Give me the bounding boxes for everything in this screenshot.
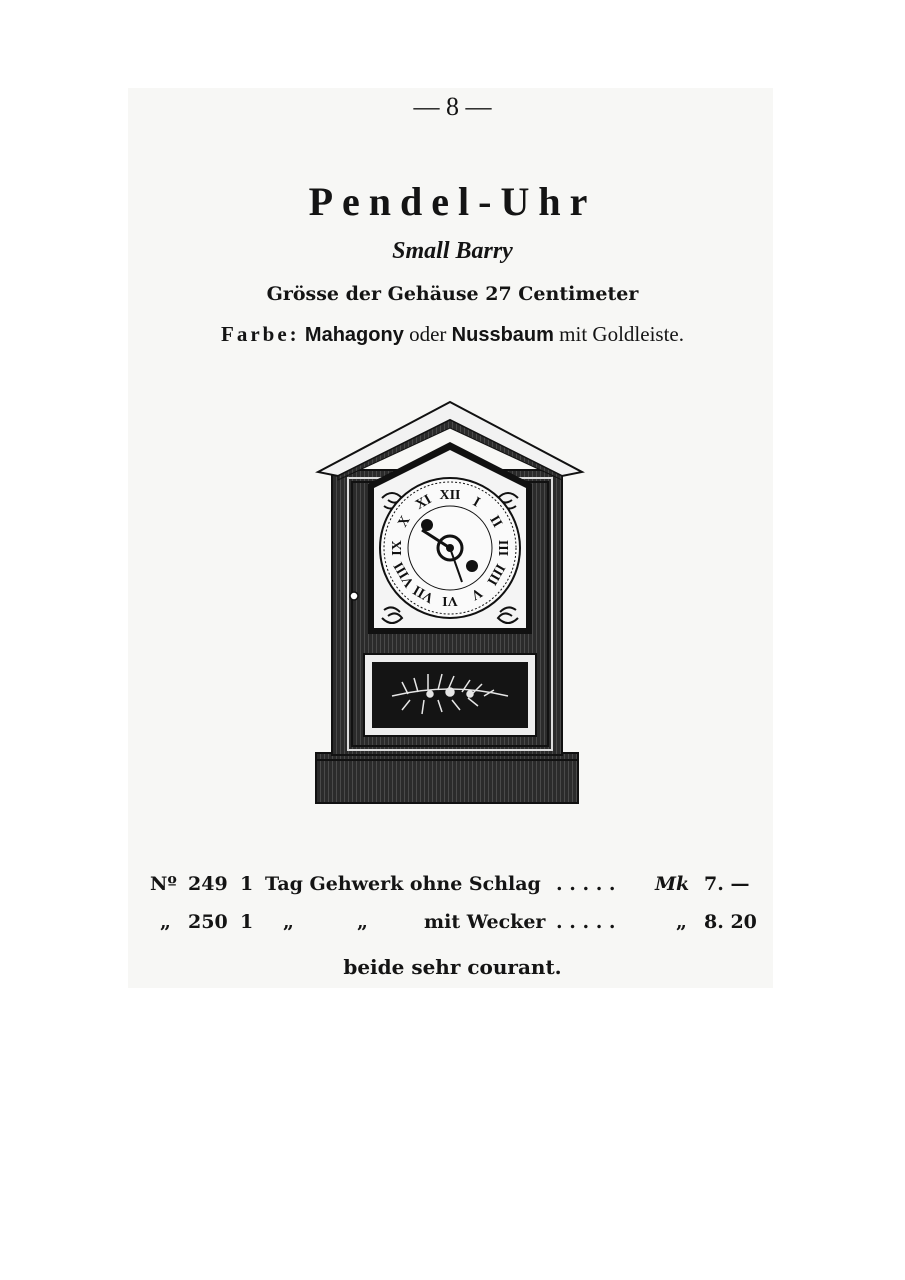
lower-glass-panel bbox=[364, 654, 536, 736]
clock-numeral: VI bbox=[442, 593, 458, 608]
item-description: Tag Gehwerk ohne Schlag bbox=[265, 873, 541, 895]
clock-face bbox=[380, 478, 520, 618]
color-option-mahogany: Mahagony bbox=[304, 324, 404, 346]
price-row-249 bbox=[0, 873, 905, 903]
page-title: Pendel-Uhr bbox=[308, 179, 597, 224]
clock-base bbox=[316, 753, 578, 803]
clock-numeral: VIII bbox=[391, 559, 418, 590]
ditto-mark: „ bbox=[676, 911, 687, 933]
clock-numeral: III bbox=[495, 539, 510, 557]
winding-arbor-right bbox=[466, 560, 478, 572]
item-number: 250 bbox=[188, 911, 228, 933]
pendulum-clock-illustration bbox=[312, 398, 587, 808]
color-options bbox=[0, 322, 905, 347]
availability-note: beide sehr courant. bbox=[343, 955, 562, 979]
currency-mark: Mk bbox=[655, 873, 690, 895]
winding-arbor-left bbox=[421, 519, 433, 531]
case-size: Grösse der Gehäuse 27 Centimeter bbox=[266, 283, 639, 305]
door-knob bbox=[350, 592, 358, 600]
item-price: 7. — bbox=[704, 873, 750, 895]
clock-numeral: IIII bbox=[483, 561, 508, 588]
color-suffix: mit Goldleiste. bbox=[559, 322, 684, 346]
clock-numeral: XII bbox=[439, 488, 461, 503]
page-number: — 8 — bbox=[413, 92, 492, 121]
clock-numeral: XI bbox=[413, 492, 435, 513]
ditto-mark: „ bbox=[160, 911, 171, 933]
number-prefix: Nº bbox=[150, 873, 177, 895]
clock-numeral: X bbox=[395, 513, 414, 530]
ditto-mark: „ bbox=[357, 911, 368, 933]
leader-dots: . . . . . bbox=[556, 873, 616, 895]
color-option-walnut: Nussbaum bbox=[451, 324, 554, 346]
clock-numeral: I bbox=[470, 494, 483, 511]
price-row-250 bbox=[0, 911, 905, 941]
color-connector: oder bbox=[409, 322, 447, 346]
item-days: 1 bbox=[240, 911, 254, 933]
item-number: 249 bbox=[188, 873, 228, 895]
item-days: 1 bbox=[240, 873, 254, 895]
clock-numeral: IX bbox=[390, 540, 405, 556]
clock-numeral: V bbox=[468, 584, 485, 603]
model-name: Small Barry bbox=[392, 238, 513, 264]
clock-numeral: II bbox=[486, 513, 505, 531]
item-price: 8. 20 bbox=[704, 911, 757, 933]
leader-dots: . . . . . bbox=[556, 911, 616, 933]
item-description: mit Wecker bbox=[424, 911, 546, 933]
clock-numeral: VII bbox=[410, 581, 437, 606]
ditto-mark: „ bbox=[283, 911, 294, 933]
color-label: Farbe: bbox=[221, 322, 300, 346]
